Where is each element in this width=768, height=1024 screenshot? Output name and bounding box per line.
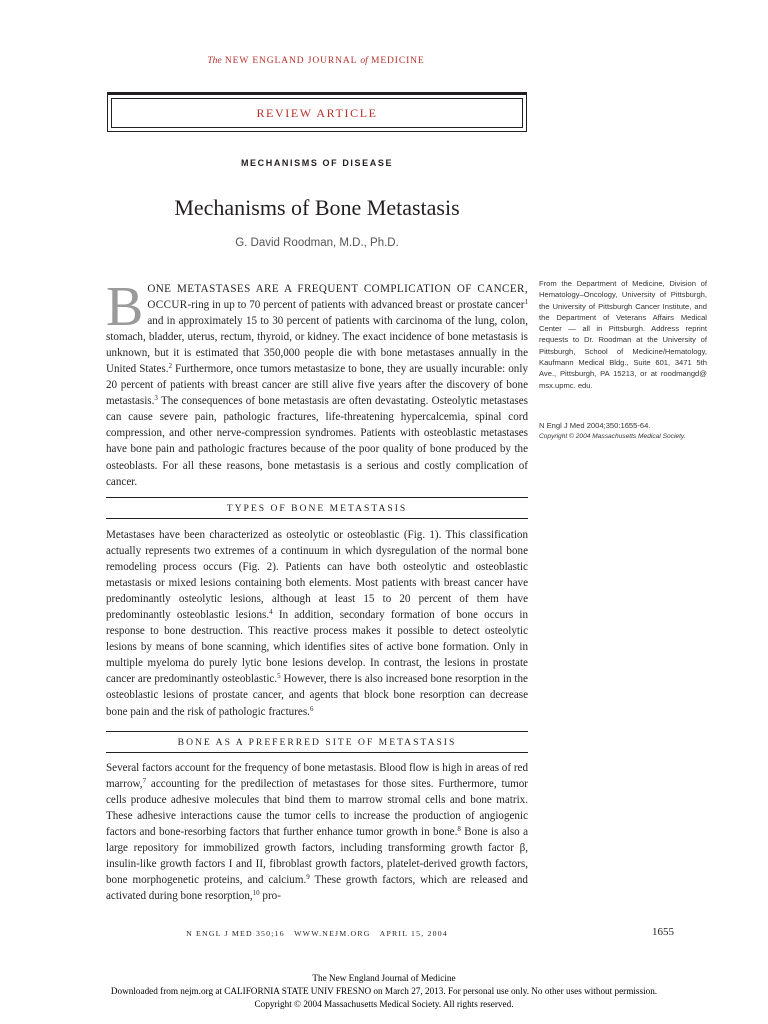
ref-2: 2 <box>168 362 172 371</box>
ref-9: 9 <box>306 873 310 882</box>
site-text-2: accounting for the predilection of metastases for those sites. Furthermore, tumor cells produce adhesive molecules that bind them to marrow stromal cells and bone matrix. These adhesive interactions cause the tumor cells to increase the production of angiogenic factors and bone-resorbing factors that further enhance tumor growth in bone. <box>106 778 528 839</box>
masthead-left: NEW ENGLAND JOURNAL <box>224 56 358 66</box>
intro-text-4: The consequences of bone metastasis are often devastating. Osteolytic metastases can cause severe pain, pathologic fractures, life-threatening hypercalcemia, spinal cord compression, and other nerve-compression syndromes. Patients with osteoblastic metastases have bone pain and pathologic fractures because of the poor quality of bone produced by the osteoblasts. For all these reasons, bone metastasis is a serious and costly complication of cancer. <box>106 395 528 488</box>
masthead-the: The <box>207 56 222 66</box>
types-text-3: However, there is also increased bone resorption in the osteoblastic lesions of prostate cancer, and agents that block bone resorption can decrease bone pain and the risk of pathologic fractures. <box>106 673 528 718</box>
series-label: MECHANISMS OF DISEASE <box>240 158 394 168</box>
page-number: 1655 <box>652 926 674 938</box>
site-text-3: Bone is also a large repository for immobilized growth factors, including transforming growth factor β, insulin-like growth factors I and II, fibroblast growth factors, platelet-derived growth factors, bone morphogenetic proteins, and calcium. <box>106 826 528 887</box>
types-text-2: In addition, secondary formation of bone occurs in response to bone destruction. This reactive process makes it possible to detect osteolytic lesions by means of bone scanning, which identifies sites of active bone formation. Only in multiple myeloma do purely lytic bone lesions develop. In contrast, the lesions in prostate cancer are predominantly osteoblastic. <box>106 609 528 686</box>
intro-text-2: and in approximately 15 to 30 percent of patients with carcinoma of the lung, colon, stomach, bladder, uterus, rectum, thyroid, or kidney. The exact incidence of bone metastasis is unknown, but it is estimated that 350,000 people die with bone metastases annually in the United States. <box>106 315 528 376</box>
citation-ref: N Engl J Med 2004;350:1655-64. <box>539 421 651 430</box>
ref-7: 7 <box>142 777 147 786</box>
download-line-2: Downloaded from nejm.org at CALIFORNIA STATE UNIV FRESNO on March 27, 2013. For personal use only. No other uses without permission. <box>110 986 658 996</box>
section-types-body <box>106 527 528 720</box>
intro-paragraph <box>106 276 528 490</box>
intro-text-1: -ring in up to 70 percent of patients with advanced breast or prostate cancer <box>187 299 525 312</box>
ref-5: 5 <box>277 672 281 681</box>
ref-10: 10 <box>252 889 260 898</box>
site-text-4: These growth factors, which are released and activated during bone resorption, <box>106 874 528 903</box>
intro-text-3: Furthermore, once tumors metastasize to bone, they are usually incurable: only 20 percent of patients with breast cancer are still alive five years after the discovery of bone metastasis. <box>106 363 528 408</box>
ref-6: 6 <box>309 704 314 713</box>
ref-1: 1 <box>524 298 528 307</box>
masthead-right: MEDICINE <box>371 56 425 66</box>
ref-3: 3 <box>154 394 158 403</box>
citation-block <box>539 420 709 442</box>
download-line-3: Copyright © 2004 Massachusetts Medical Society. All rights reserved. <box>254 999 514 1009</box>
journal-footer: N ENGL J MED 350;16 WWW.NEJM.ORG APRIL 15, 2004 <box>186 929 448 938</box>
section-heading-types: TYPES OF BONE METASTASIS <box>106 497 528 519</box>
ref-8: 8 <box>457 825 461 834</box>
drop-cap: B <box>106 276 144 338</box>
article-author: G. David Roodman, M.D., Ph.D. <box>235 237 399 249</box>
download-notice <box>0 972 768 1011</box>
site-text-5: pro- <box>259 890 281 903</box>
section-bone-site-body <box>106 760 528 904</box>
article-title: Mechanisms of Bone Metastasis <box>174 195 460 220</box>
review-article-label: REVIEW ARTICLE <box>111 98 523 128</box>
author-affiliation-note: From the Department of Medicine, Division of Hematology–Oncology, University of Pittsburgh, the University of Pittsburgh Cancer Institute, and the Department of Veterans Affairs Medical Center — all in Pittsburgh. Address reprint requests to Dr. Roodman at the University of Pittsburgh, School of Medicine/Hematology, Kaufmann Medical Bldg., Suite 601, 3471 5th Ave., Pittsburgh, PA 15213, or at roodmangd@ msx.upmc. edu. <box>539 279 707 390</box>
journal-masthead <box>0 56 632 66</box>
masthead-of: of <box>360 56 368 66</box>
intro-lead: ONE METASTASES ARE A FREQUENT COMPLICATION OF CANCER, OCCUR <box>147 283 528 312</box>
review-article-box <box>107 92 527 132</box>
citation-copyright: Copyright © 2004 Massachusetts Medical Society. <box>539 433 686 440</box>
section-heading-bone-site: BONE AS A PREFERRED SITE OF METASTASIS <box>106 731 528 753</box>
types-text-1: Metastases have been characterized as osteolytic or osteoblastic (Fig. 1). This classification actually represents two extremes of a continuum in which dysregulation of the normal bone remodeling process occurs (Fig. 2). Patients can have both osteolytic and osteoblastic metastasis or mixed lesions containing both elements. Most patients with breast cancer have predominantly osteolytic lesions, although at least 15 to 20 percent of them have predominantly osteoblastic lesions. <box>106 529 528 622</box>
site-text-1: Several factors account for the frequency of bone metastasis. Blood flow is high in areas of red marrow, <box>106 762 528 791</box>
ref-4: 4 <box>269 608 273 617</box>
download-line-1: The New England Journal of Medicine <box>312 973 456 983</box>
